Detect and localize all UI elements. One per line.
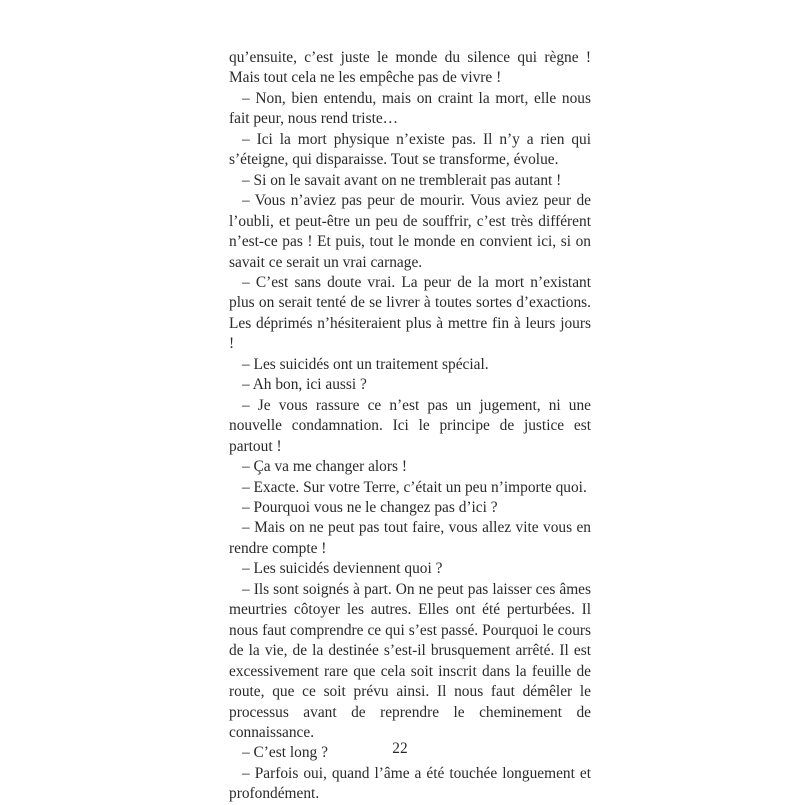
paragraph: – C’est long ?: [242, 744, 328, 762]
body-text: [229, 48, 591, 805]
paragraph: – Ils sont soignés à part. On ne peut pas laisser ces âmes meurtries côtoyer les autres. Elles ont été perturbées. Il nous faut comprendre ce qui s’est passé. Pourquoi le cours de la vie, de la destinée s’est-il brusquement arrêté. Il est excessivement rare que cela soit inscrit dans la feuille de route, que ce soit prévu ainsi. Il nous faut démêler le processus avant de reprendre le cheminement de connaissance.: [229, 580, 591, 741]
page-number: 22: [392, 740, 408, 757]
paragraph: – Ça va me changer alors !: [242, 458, 407, 476]
paragraph: – Ah bon, ici aussi ?: [242, 376, 367, 394]
paragraph: – Si on le savait avant on ne tremblerait pas autant !: [242, 171, 562, 189]
paragraph: – Pourquoi vous ne le changez pas d’ici ?: [242, 498, 498, 516]
paragraph: – Les suicidés ont un traitement spécial.: [242, 355, 489, 373]
paragraph: – Mais on ne peut pas tout faire, vous allez vite vous en rendre compte !: [229, 519, 591, 557]
paragraph: – Vous n’aviez pas peur de mourir. Vous aviez peur de l’oubli, et peut-être un peu de souffrir, c’est très différent n’est-ce pas ! Et puis, tout le monde en convient ici, si on savait ce serait un vrai carnage.: [229, 192, 591, 271]
paragraph: – C’est sans doute vrai. La peur de la mort n’existant plus on serait tenté de se livrer à toutes sortes d’exactions. Les déprimés n’hésiteraient plus à mettre fin à leurs jours !: [229, 273, 591, 353]
paragraph: – Parfois oui, quand l’âme a été touchée longuement et profondément.: [229, 764, 591, 803]
paragraph: – Non, bien entendu, mais on craint la mort, elle nous fait peur, nous rend triste…: [229, 89, 591, 128]
paragraph: – Exacte. Sur votre Terre, c’était un peu n’importe quoi.: [242, 478, 587, 496]
paragraph: – Ici la mort physique n’existe pas. Il n’y a rien qui s’éteigne, qui disparaisse. Tout se transforme, évolue.: [229, 130, 591, 169]
paragraph: qu’ensuite, c’est juste le monde du silence qui règne ! Mais tout cela ne les empêche pas de vivre !: [229, 49, 591, 87]
paragraph: – Je vous rassure ce n’est pas un jugement, ni une nouvelle condamnation. Ici le principe de justice est partout !: [229, 396, 591, 455]
paragraph: – Les suicidés deviennent quoi ?: [242, 560, 443, 578]
